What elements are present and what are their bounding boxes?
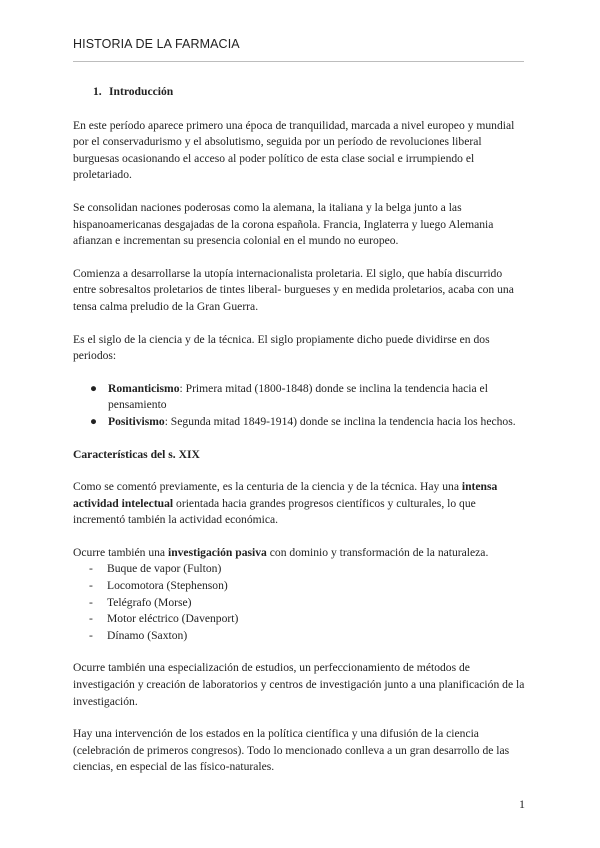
list-item: - Telégrafo (Morse) [73,595,525,612]
period-text: : Segunda mitad 1849-1914) donde se inclina la tendencia hacia los hechos. [164,414,516,428]
list-item: - Buque de vapor (Fulton) [73,561,525,578]
bullet-icon: ● [90,381,98,395]
dash-marker: - [89,595,93,609]
dash-marker: - [89,562,93,576]
list-item: - Locomotora (Stephenson) [73,578,525,595]
dash-marker: - [89,579,93,593]
paragraph-8: Hay una intervención de los estados en la política científica y una difusión de la ciencia (celebración de primeros congresos). Todo lo mencionado conlleva a un gran desarrollo de las ciencias, en especial de las físico-naturales. [73,727,510,774]
period-term: Positivismo [108,414,165,428]
section-heading [73,84,525,101]
emphasis: intensa actividad intelectual [73,480,498,510]
periods-list [73,381,525,431]
list-item [73,414,525,431]
page-number: 1 [519,797,525,811]
page-content [73,84,525,776]
list-item: - Dínamo (Saxton) [73,628,525,645]
paragraph-4: Es el siglo de la ciencia y de la técnica. El siglo propiamente dicho puede dividirse en dos periodos: [73,332,490,363]
page-header-title: HISTORIA DE LA FARMACIA [73,37,240,51]
section-number: 1. [93,85,102,98]
subsection-heading: Características del s. XIX [73,447,200,461]
section-title: Introducción [109,85,174,98]
paragraph-7: Ocurre también una especialización de estudios, un perfeccionamiento de métodos de investigación y creación de laboratorios y centros de investigación junto a una planificación de la investigación. [73,661,525,708]
inventions-list [73,561,525,644]
list-item [73,381,525,414]
list-item: - Motor eléctrico (Davenport) [73,611,525,628]
paragraph-2: Se consolidan naciones poderosas como la alemana, la italiana y la belga junto a las hispanoamericanas desgajadas de la corona española. Francia, Inglaterra y luego Alemania afianzan e incrementan su presencia colonial en el mundo no europeo. [73,200,494,248]
period-text: : Primera mitad (1800-1848) donde se inclina la tendencia hacia el pensamiento [108,381,488,412]
dash-marker: - [89,612,93,626]
period-term: Romanticismo [108,381,180,395]
dash-marker: - [89,628,93,642]
paragraph-6: Ocurre también una investigación pasiva con dominio y transformación de la naturaleza. [73,545,489,559]
paragraph-3: Comienza a desarrollarse la utopía internacionalista proletaria. El siglo, que había discurrido entre sobresaltos proletarios de tintes liberal- burgueses y en medida proletarios, acaba con una tensa calma preludio de la Gran Guerra. [73,266,514,313]
bullet-icon: ● [90,414,98,428]
paragraph-1: En este período aparece primero una época de tranquilidad, marcada a nivel europeo y mundial por el conservadurismo y el absolutismo, seguida por un período de revoluciones liberal burguesas ocasionando el acceso al poder político de esta clase social e irrumpiendo el proletariado. [73,118,515,182]
header-divider [73,61,524,62]
emphasis: investigación pasiva [167,545,267,559]
paragraph-5: Como se comentó previamente, es la centuria de la ciencia y de la técnica. Hay una intensa actividad intelectual orientada hacia grandes progresos científicos y culturales, lo que incrementó también la actividad económica. [73,480,498,527]
